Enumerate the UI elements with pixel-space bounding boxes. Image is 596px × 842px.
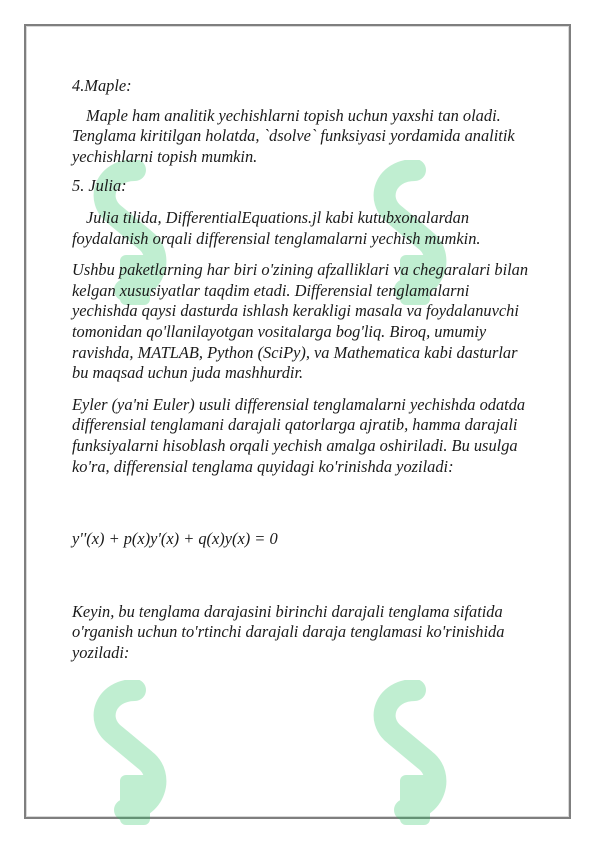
julia-heading: 5. Julia: [72, 176, 127, 196]
euler-paragraph: Eyler (ya'ni Euler) usuli differensial tenglamalarni yechishda odatda differensial tenglamani darajali qatorlarga ajratib, hamma darajali funksiyalarni hisoblash orqali yechish amalga oshiriladi. Bu usulga ko'ra, differensial tenglama quyidagi ko'rinishda yoziladi: [72, 394, 526, 476]
julia-paragraph: Julia tilida, DifferentialEquations.jl kabi kutubxonalardan foydalanish orqali differensial tenglamalarni yechish mumkin. [72, 207, 481, 248]
closing-paragraph: Keyin, bu tenglama darajasini birinchi darajali tenglama sifatida o'rganish uchun to'rtinchi darajali daraja tenglamasi ko'rinishida yoziladi: [72, 601, 505, 662]
maple-heading: 4.Maple: [72, 76, 132, 95]
summary-paragraph: Ushbu paketlarning har biri o'zining afzalliklari va chegaralari bilan kelgan xususiyatlar taqdim etadi. Differensial tenglamalarni yechishda qaysi dasturda ishlash kerakligi masala va foydalanuvchi tomonidan qo'llanilayotgan vositalarga bog'liq. Biroq, umumiy ravishda, MATLAB, Python (SciPy), va Mathematica kabi dasturlar bu maqsad uchun juda mashhurdir. [72, 260, 529, 383]
equation: y''(x) + p(x)y'(x) + q(x)y(x) = 0 [72, 529, 278, 549]
maple-paragraph: Maple ham analitik yechishlarni topish uchun yaxshi tan oladi. Tenglama kiritilgan holatda, `dsolve` funksiyasi yordamida analitik yechishlarni topish mumkin. [72, 105, 515, 166]
document-body [72, 73, 532, 663]
